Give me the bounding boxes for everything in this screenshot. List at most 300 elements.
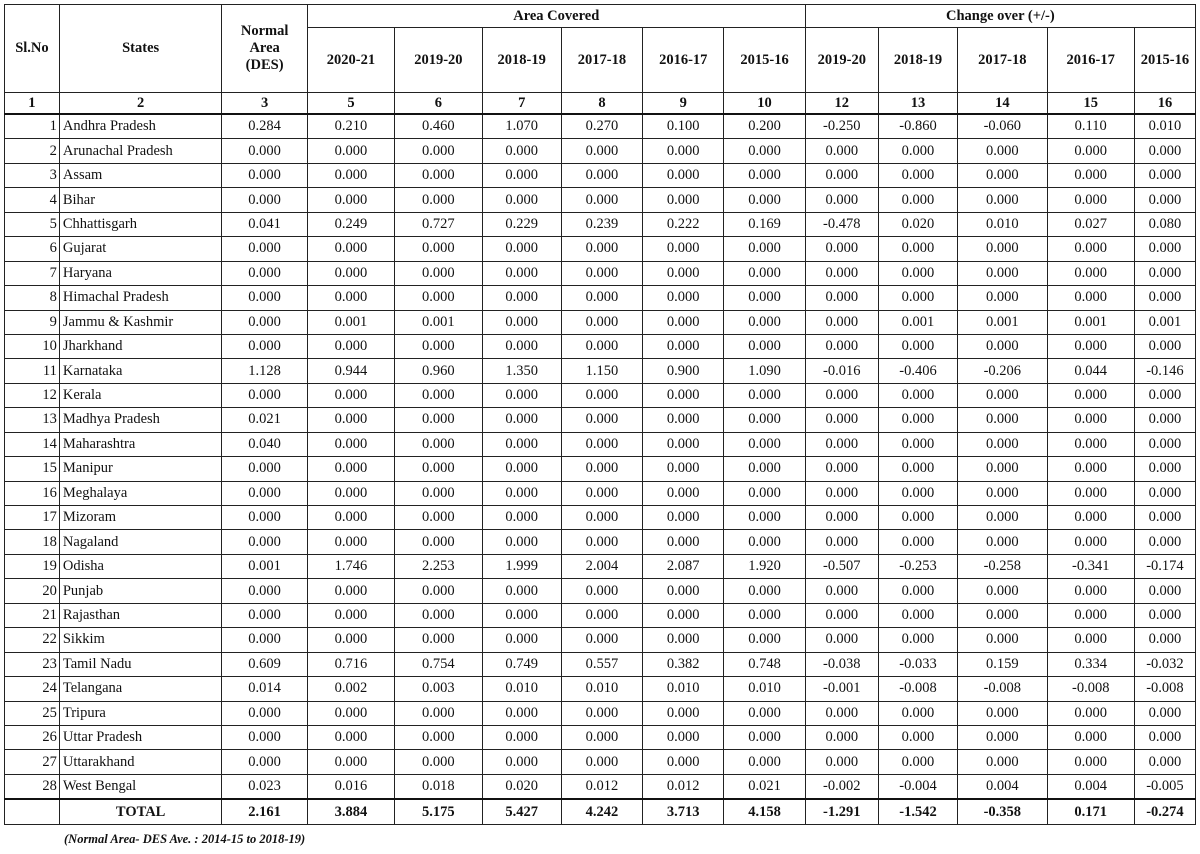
- row-value: 1.150: [561, 359, 642, 383]
- row-value: 0.000: [643, 457, 724, 481]
- row-value: 0.000: [395, 579, 482, 603]
- row-value: 0.334: [1047, 652, 1134, 676]
- header-change-year: 2015-16: [1134, 28, 1195, 93]
- header-normal-area-line-3: (DES): [245, 57, 284, 73]
- row-value: 0.000: [561, 383, 642, 407]
- row-value: 0.000: [307, 188, 394, 212]
- row-value: 0.001: [958, 310, 1047, 334]
- row-value: 0.270: [561, 114, 642, 139]
- row-value: 0.000: [561, 408, 642, 432]
- row-value: 0.716: [307, 652, 394, 676]
- row-value: 0.000: [878, 261, 957, 285]
- row-value: 0.000: [307, 457, 394, 481]
- row-value: 0.749: [482, 652, 561, 676]
- row-value: 0.000: [395, 383, 482, 407]
- row-slno: 26: [5, 725, 60, 749]
- total-value: 5.175: [395, 799, 482, 825]
- row-value: -0.341: [1047, 554, 1134, 578]
- row-value: 0.000: [1134, 163, 1195, 187]
- row-value: 0.000: [482, 163, 561, 187]
- row-value: 0.000: [307, 750, 394, 774]
- row-value: 0.000: [643, 237, 724, 261]
- row-value: 0.000: [482, 432, 561, 456]
- header-change-year: 2016-17: [1047, 28, 1134, 93]
- row-value: 0.000: [878, 603, 957, 627]
- row-value: 0.000: [958, 237, 1047, 261]
- table-row: [5, 677, 1196, 701]
- row-state: Kerala: [59, 383, 222, 407]
- row-value: 0.000: [307, 261, 394, 285]
- row-value: 0.000: [878, 579, 957, 603]
- header-normal-area: [222, 5, 307, 93]
- row-value: 0.000: [307, 334, 394, 358]
- row-value: 0.010: [1134, 114, 1195, 139]
- row-state: Nagaland: [59, 530, 222, 554]
- row-value: 0.000: [643, 188, 724, 212]
- row-value: 0.000: [1047, 506, 1134, 530]
- table-row: [5, 506, 1196, 530]
- row-value: 0.000: [643, 310, 724, 334]
- row-value: 0.754: [395, 652, 482, 676]
- row-value: 0.000: [1134, 725, 1195, 749]
- row-value: 0.010: [643, 677, 724, 701]
- row-value: 0.000: [958, 725, 1047, 749]
- total-label: TOTAL: [59, 799, 222, 825]
- row-slno: 13: [5, 408, 60, 432]
- row-value: 0.000: [222, 383, 307, 407]
- row-value: 0.000: [805, 139, 878, 163]
- row-state: Andhra Pradesh: [59, 114, 222, 139]
- row-value: 0.000: [878, 530, 957, 554]
- row-state: Manipur: [59, 457, 222, 481]
- header-change-year: 2018-19: [878, 28, 957, 93]
- table-row: [5, 139, 1196, 163]
- row-value: 0.000: [482, 457, 561, 481]
- table-row: [5, 408, 1196, 432]
- row-value: 0.000: [878, 457, 957, 481]
- row-value: 0.000: [307, 579, 394, 603]
- row-state: Gujarat: [59, 237, 222, 261]
- row-value: 0.000: [643, 603, 724, 627]
- column-number: 6: [395, 93, 482, 115]
- row-state: Punjab: [59, 579, 222, 603]
- row-value: 0.020: [878, 212, 957, 236]
- row-slno: 6: [5, 237, 60, 261]
- row-value: 0.000: [958, 750, 1047, 774]
- row-value: 0.000: [222, 139, 307, 163]
- table-row: [5, 750, 1196, 774]
- row-value: 0.000: [878, 334, 957, 358]
- row-value: 0.001: [1047, 310, 1134, 334]
- row-slno: 10: [5, 334, 60, 358]
- row-slno: 23: [5, 652, 60, 676]
- row-value: 0.000: [222, 701, 307, 725]
- row-value: 0.000: [724, 188, 805, 212]
- row-value: 0.000: [1047, 188, 1134, 212]
- row-value: 0.000: [561, 163, 642, 187]
- row-value: -0.860: [878, 114, 957, 139]
- row-value: 0.000: [222, 725, 307, 749]
- row-slno: 12: [5, 383, 60, 407]
- table-row: [5, 286, 1196, 310]
- row-value: 0.000: [724, 408, 805, 432]
- row-state: Jharkhand: [59, 334, 222, 358]
- row-value: 0.000: [958, 261, 1047, 285]
- table-row: [5, 237, 1196, 261]
- row-value: 0.080: [1134, 212, 1195, 236]
- row-value: 0.000: [1047, 383, 1134, 407]
- row-value: 0.044: [1047, 359, 1134, 383]
- row-value: -0.258: [958, 554, 1047, 578]
- row-value: 0.000: [482, 188, 561, 212]
- row-value: 0.000: [1134, 408, 1195, 432]
- row-value: 0.000: [643, 163, 724, 187]
- row-slno: 16: [5, 481, 60, 505]
- row-value: 0.041: [222, 212, 307, 236]
- row-state: West Bengal: [59, 774, 222, 799]
- row-value: 0.000: [222, 530, 307, 554]
- row-state: Meghalaya: [59, 481, 222, 505]
- table-body: [5, 114, 1196, 799]
- row-state: Haryana: [59, 261, 222, 285]
- row-value: 0.000: [395, 603, 482, 627]
- row-value: 0.944: [307, 359, 394, 383]
- table-row: [5, 530, 1196, 554]
- row-value: 0.000: [724, 725, 805, 749]
- row-value: 0.000: [482, 310, 561, 334]
- row-value: 0.000: [561, 506, 642, 530]
- column-number: 3: [222, 93, 307, 115]
- column-number: 10: [724, 93, 805, 115]
- row-value: 0.000: [222, 628, 307, 652]
- row-value: 0.010: [482, 677, 561, 701]
- row-value: 0.000: [395, 506, 482, 530]
- row-value: 0.000: [958, 163, 1047, 187]
- row-value: 0.000: [482, 579, 561, 603]
- row-value: 0.021: [724, 774, 805, 799]
- row-value: 1.920: [724, 554, 805, 578]
- row-slno: 17: [5, 506, 60, 530]
- row-value: -0.005: [1134, 774, 1195, 799]
- total-value: 3.713: [643, 799, 724, 825]
- table-row: [5, 383, 1196, 407]
- header-area-year: 2018-19: [482, 28, 561, 93]
- row-value: 0.000: [1047, 603, 1134, 627]
- row-value: 0.000: [395, 139, 482, 163]
- row-value: -0.507: [805, 554, 878, 578]
- row-state: Himachal Pradesh: [59, 286, 222, 310]
- row-value: -0.478: [805, 212, 878, 236]
- row-value: 0.000: [1047, 286, 1134, 310]
- row-state: Tripura: [59, 701, 222, 725]
- table-row: [5, 579, 1196, 603]
- row-value: 0.000: [724, 163, 805, 187]
- row-value: 0.000: [1134, 701, 1195, 725]
- table-row: [5, 481, 1196, 505]
- row-value: 0.000: [805, 383, 878, 407]
- header-area-covered: Area Covered: [307, 5, 805, 28]
- row-value: 0.000: [643, 383, 724, 407]
- row-slno: 24: [5, 677, 60, 701]
- row-value: 0.000: [878, 237, 957, 261]
- row-value: 0.000: [307, 506, 394, 530]
- total-value: -0.358: [958, 799, 1047, 825]
- row-value: -0.008: [1134, 677, 1195, 701]
- row-value: 0.000: [395, 725, 482, 749]
- row-value: -0.008: [958, 677, 1047, 701]
- row-value: 0.001: [395, 310, 482, 334]
- row-value: 0.000: [724, 701, 805, 725]
- row-value: 0.000: [958, 506, 1047, 530]
- column-number: 7: [482, 93, 561, 115]
- row-state: Karnataka: [59, 359, 222, 383]
- row-value: 0.000: [1134, 530, 1195, 554]
- row-value: 0.000: [222, 506, 307, 530]
- row-value: 0.000: [805, 750, 878, 774]
- row-value: 0.000: [482, 628, 561, 652]
- table-row: [5, 457, 1196, 481]
- row-value: 0.000: [643, 701, 724, 725]
- row-value: 0.000: [878, 139, 957, 163]
- row-value: 0.000: [222, 188, 307, 212]
- row-value: 0.000: [1134, 432, 1195, 456]
- row-value: 0.000: [805, 481, 878, 505]
- column-number-row: [5, 93, 1196, 115]
- row-value: 0.000: [958, 701, 1047, 725]
- row-value: 0.000: [561, 432, 642, 456]
- row-value: 0.000: [958, 530, 1047, 554]
- row-state: Sikkim: [59, 628, 222, 652]
- row-value: 0.000: [307, 628, 394, 652]
- row-value: 0.000: [643, 261, 724, 285]
- row-value: 0.000: [724, 579, 805, 603]
- row-value: 0.000: [958, 286, 1047, 310]
- row-value: 0.000: [222, 237, 307, 261]
- row-value: -0.250: [805, 114, 878, 139]
- row-value: 0.000: [482, 481, 561, 505]
- row-value: 0.000: [1134, 628, 1195, 652]
- row-value: 0.000: [724, 334, 805, 358]
- column-number: 15: [1047, 93, 1134, 115]
- total-value: -1.291: [805, 799, 878, 825]
- row-value: 0.000: [1134, 750, 1195, 774]
- row-value: 0.000: [643, 408, 724, 432]
- row-value: 0.000: [805, 506, 878, 530]
- row-value: 1.746: [307, 554, 394, 578]
- row-value: 0.000: [958, 188, 1047, 212]
- row-value: 0.023: [222, 774, 307, 799]
- row-value: 0.000: [307, 530, 394, 554]
- header-area-year: 2017-18: [561, 28, 642, 93]
- row-value: 0.000: [805, 163, 878, 187]
- row-value: 0.002: [307, 677, 394, 701]
- row-value: 0.001: [1134, 310, 1195, 334]
- row-state: Mizoram: [59, 506, 222, 530]
- row-value: 0.000: [878, 481, 957, 505]
- column-number: 1: [5, 93, 60, 115]
- row-value: 0.000: [482, 286, 561, 310]
- row-value: -0.253: [878, 554, 957, 578]
- row-value: 0.000: [1134, 334, 1195, 358]
- row-value: 0.000: [395, 432, 482, 456]
- row-value: 0.000: [395, 286, 482, 310]
- row-value: 0.000: [805, 188, 878, 212]
- row-value: 0.018: [395, 774, 482, 799]
- row-value: 0.960: [395, 359, 482, 383]
- row-value: 0.000: [395, 261, 482, 285]
- row-value: 0.000: [395, 163, 482, 187]
- row-value: 0.000: [222, 481, 307, 505]
- row-value: 0.000: [395, 457, 482, 481]
- row-value: -0.146: [1134, 359, 1195, 383]
- row-value: 0.000: [878, 506, 957, 530]
- row-slno: 21: [5, 603, 60, 627]
- row-slno: 11: [5, 359, 60, 383]
- row-value: 0.000: [222, 457, 307, 481]
- row-value: 0.000: [482, 506, 561, 530]
- row-state: Jammu & Kashmir: [59, 310, 222, 334]
- table-row: [5, 114, 1196, 139]
- total-value: 4.158: [724, 799, 805, 825]
- row-value: 0.000: [561, 481, 642, 505]
- row-slno: 7: [5, 261, 60, 285]
- row-value: -0.033: [878, 652, 957, 676]
- row-value: 0.382: [643, 652, 724, 676]
- row-value: 0.000: [1134, 286, 1195, 310]
- header-area-year: 2020-21: [307, 28, 394, 93]
- row-value: 0.000: [561, 628, 642, 652]
- row-value: -0.206: [958, 359, 1047, 383]
- row-value: 0.000: [805, 457, 878, 481]
- header-slno: Sl.No: [5, 5, 60, 93]
- column-number: 5: [307, 93, 394, 115]
- row-value: 0.014: [222, 677, 307, 701]
- row-value: 0.000: [561, 334, 642, 358]
- header-normal-area-line-2: Area: [249, 40, 280, 56]
- row-value: 0.000: [805, 603, 878, 627]
- row-value: 0.000: [805, 701, 878, 725]
- row-value: 0.210: [307, 114, 394, 139]
- row-value: 0.000: [1047, 481, 1134, 505]
- row-value: 0.000: [561, 237, 642, 261]
- row-value: 0.016: [307, 774, 394, 799]
- row-value: 0.000: [482, 701, 561, 725]
- row-value: 0.000: [561, 701, 642, 725]
- row-value: -0.016: [805, 359, 878, 383]
- row-value: -0.004: [878, 774, 957, 799]
- row-value: 0.000: [307, 481, 394, 505]
- row-value: 0.000: [805, 628, 878, 652]
- row-value: 0.000: [1047, 334, 1134, 358]
- row-value: 0.000: [878, 432, 957, 456]
- row-value: 0.000: [958, 457, 1047, 481]
- row-value: 0.000: [482, 530, 561, 554]
- row-value: 0.000: [643, 139, 724, 163]
- row-value: 0.000: [643, 286, 724, 310]
- row-state: Arunachal Pradesh: [59, 139, 222, 163]
- row-value: 0.000: [482, 139, 561, 163]
- row-value: 1.999: [482, 554, 561, 578]
- row-value: 0.000: [395, 750, 482, 774]
- row-value: 0.000: [724, 530, 805, 554]
- row-value: 0.000: [1134, 603, 1195, 627]
- row-slno: 9: [5, 310, 60, 334]
- row-value: 0.000: [561, 261, 642, 285]
- row-slno: 2: [5, 139, 60, 163]
- row-value: 1.128: [222, 359, 307, 383]
- table-row: [5, 603, 1196, 627]
- row-value: 0.000: [561, 310, 642, 334]
- row-value: 0.000: [878, 408, 957, 432]
- row-value: 0.000: [878, 701, 957, 725]
- row-value: 0.000: [958, 603, 1047, 627]
- row-value: -0.008: [878, 677, 957, 701]
- row-slno: 8: [5, 286, 60, 310]
- row-state: Uttar Pradesh: [59, 725, 222, 749]
- row-value: 0.000: [724, 286, 805, 310]
- row-value: 0.748: [724, 652, 805, 676]
- row-value: -0.032: [1134, 652, 1195, 676]
- row-value: 0.000: [878, 286, 957, 310]
- row-value: 0.000: [805, 334, 878, 358]
- row-value: 0.000: [724, 603, 805, 627]
- row-value: 0.000: [805, 237, 878, 261]
- row-value: 0.000: [724, 506, 805, 530]
- column-number: 8: [561, 93, 642, 115]
- row-value: 0.027: [1047, 212, 1134, 236]
- row-value: 0.000: [395, 701, 482, 725]
- row-value: 0.000: [1047, 237, 1134, 261]
- row-value: 0.000: [222, 310, 307, 334]
- row-value: 0.000: [482, 334, 561, 358]
- row-value: 0.001: [222, 554, 307, 578]
- table-header: [5, 5, 1196, 93]
- row-value: 0.000: [805, 432, 878, 456]
- row-value: 0.000: [1134, 457, 1195, 481]
- row-value: 0.900: [643, 359, 724, 383]
- row-value: 2.087: [643, 554, 724, 578]
- row-slno: 5: [5, 212, 60, 236]
- row-value: 0.020: [482, 774, 561, 799]
- row-value: 0.000: [307, 286, 394, 310]
- row-value: 0.000: [307, 603, 394, 627]
- row-value: 0.000: [805, 261, 878, 285]
- column-number: 13: [878, 93, 957, 115]
- table-row: [5, 310, 1196, 334]
- row-value: 0.000: [307, 139, 394, 163]
- row-value: 0.000: [307, 383, 394, 407]
- row-value: 0.727: [395, 212, 482, 236]
- row-value: -0.406: [878, 359, 957, 383]
- row-value: 0.000: [482, 383, 561, 407]
- row-value: 0.239: [561, 212, 642, 236]
- row-value: 0.000: [643, 530, 724, 554]
- row-value: 0.000: [724, 383, 805, 407]
- row-value: 0.159: [958, 652, 1047, 676]
- row-state: Telangana: [59, 677, 222, 701]
- row-value: 0.000: [395, 408, 482, 432]
- row-value: 0.004: [1047, 774, 1134, 799]
- row-value: 0.000: [878, 628, 957, 652]
- row-value: 1.350: [482, 359, 561, 383]
- row-slno: 28: [5, 774, 60, 799]
- row-slno: 4: [5, 188, 60, 212]
- row-value: 0.000: [724, 139, 805, 163]
- row-value: 2.004: [561, 554, 642, 578]
- row-value: 0.000: [878, 750, 957, 774]
- table-row: [5, 334, 1196, 358]
- total-value: 2.161: [222, 799, 307, 825]
